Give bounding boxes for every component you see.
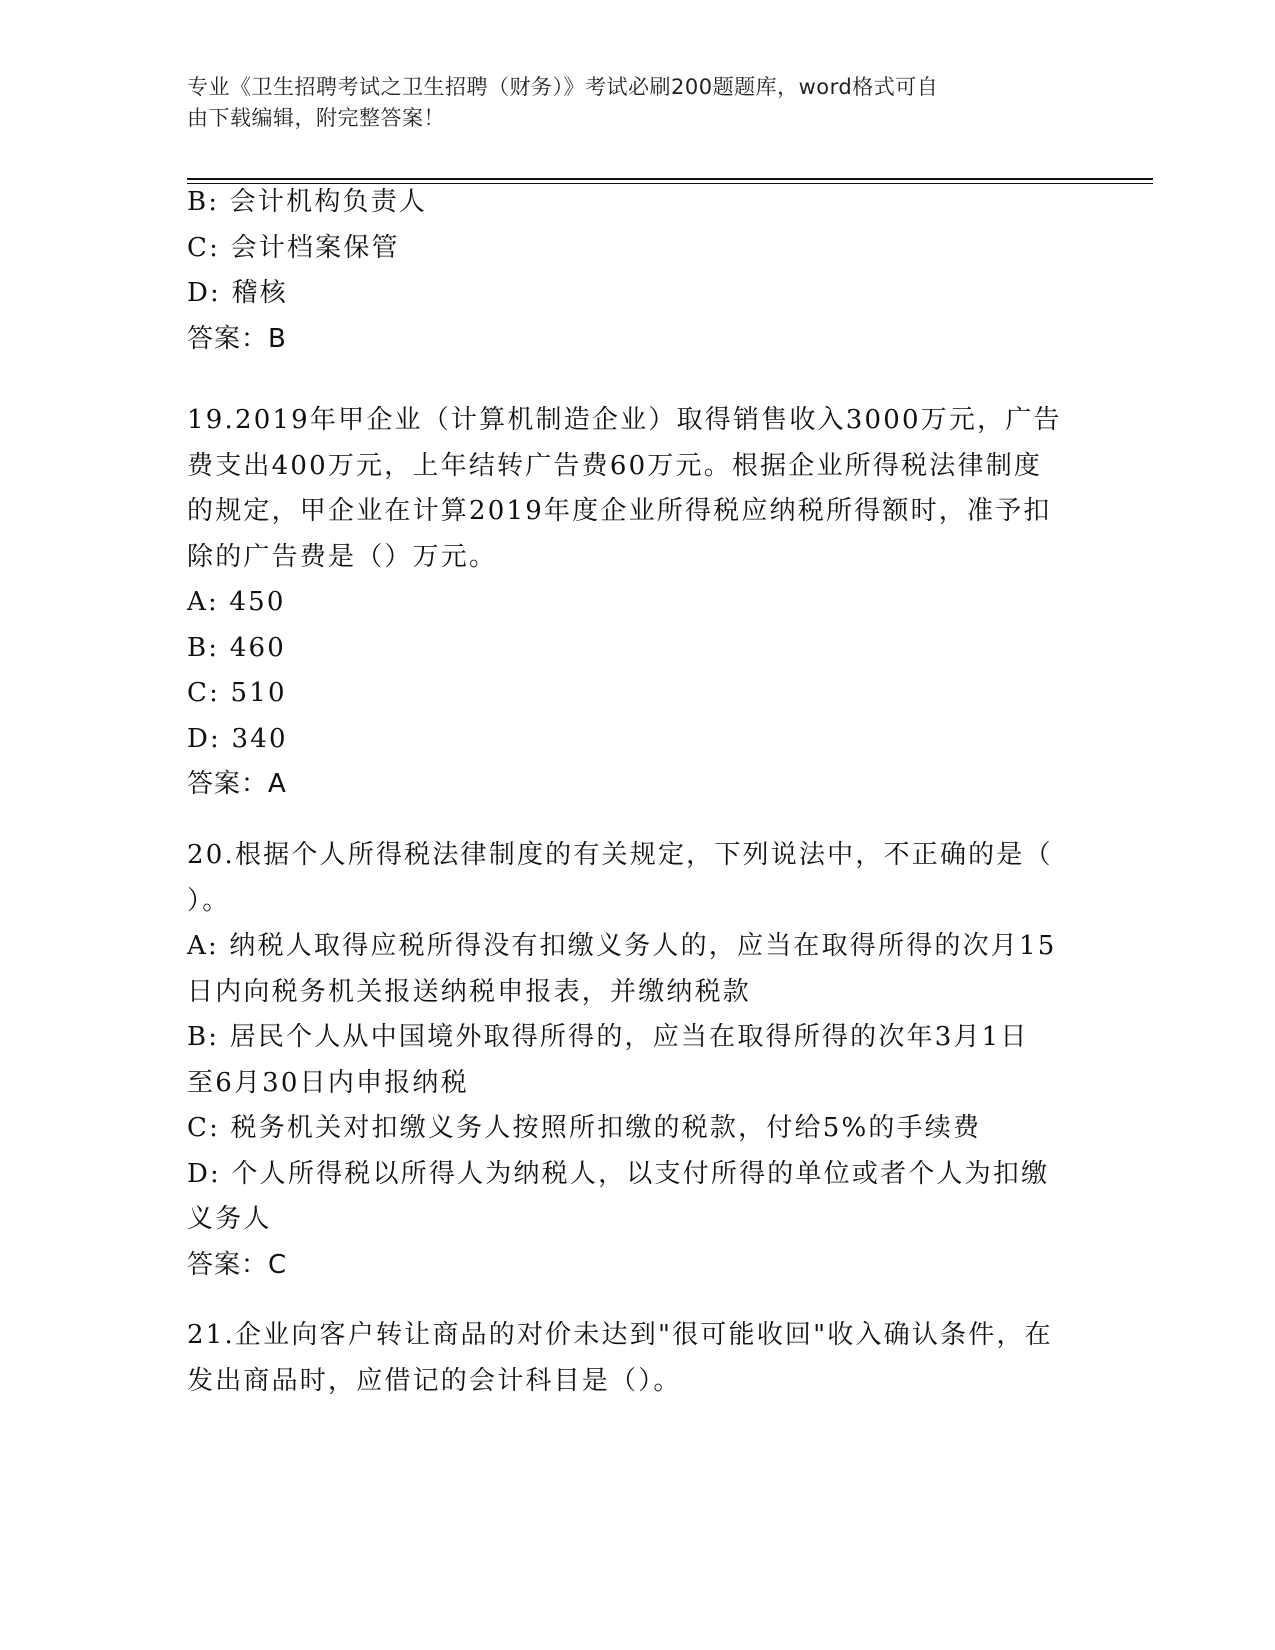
option-a-continued: 日内向税务机关报送纳税申报表，并缴纳税款: [187, 976, 752, 1007]
option-b: B: 460: [187, 632, 286, 663]
answer: 答案：A: [187, 769, 287, 799]
document-header: [187, 72, 1077, 134]
question-20-stem-line: 20.根据个人所得税法律制度的有关规定，下列说法中，不正确的是（: [187, 840, 1053, 870]
option-a: A: 450: [187, 587, 286, 617]
option-d: D: 稽核: [187, 278, 288, 308]
option-c: C: 510: [187, 678, 287, 708]
question-20-stem-line: ）。: [187, 885, 231, 916]
header-line-2: 由下载编辑，附完整答案！: [187, 106, 445, 130]
option-d-continued: 义务人: [187, 1204, 272, 1234]
option-d: D: 340: [187, 723, 288, 754]
option-b: B: 会计机构负责人: [187, 187, 428, 217]
option-d: D: 个人所得税以所得人为纳税人，以支付所得的单位或者个人为扣缴: [187, 1158, 1050, 1189]
question-19-stem-line: 费支出400万元，上年结转广告费60万元。根据企业所得税法律制度: [187, 450, 1043, 481]
question-19-stem-line: 19.2019年甲企业（计算机制造企业）取得销售收入3000万元，广告: [187, 405, 1062, 435]
answer: 答案：B: [187, 323, 287, 354]
option-a: A: 纳税人取得应税所得没有扣缴义务人的，应当在取得所得的次月15: [187, 931, 1057, 961]
question-20-block: [187, 833, 1087, 1288]
option-b: B: 居民个人从中国境外取得所得的，应当在取得所得的次年3月1日: [187, 1022, 1029, 1052]
question-21-block: [187, 1313, 1087, 1404]
question-19-stem-line: 的规定，甲企业在计算2019年度企业所得税应纳税所得额时，准予扣: [187, 496, 1052, 526]
answer: 答案：C: [187, 1249, 288, 1280]
prev-question-block: [187, 180, 1087, 362]
option-b-continued: 至6月30日内申报纳税: [187, 1067, 469, 1098]
question-21-stem-line: 21.企业向客户转让商品的对价未达到"很可能收回"收入确认条件，在: [187, 1320, 1053, 1350]
question-19-stem-line: 除的广告费是（）万元。: [187, 541, 498, 572]
header-line-1: 专业《卫生招聘考试之卫生招聘（财务）》考试必刷200题题库，word格式可自: [187, 75, 939, 99]
question-19-block: [187, 398, 1087, 808]
question-21-stem-line: 发出商品时，应借记的会计科目是（）。: [187, 1365, 682, 1396]
option-c: C: 会计档案保管: [187, 232, 400, 263]
option-c: C: 税务机关对扣缴义务人按照所扣缴的税款，付给5%的手续费: [187, 1113, 982, 1143]
